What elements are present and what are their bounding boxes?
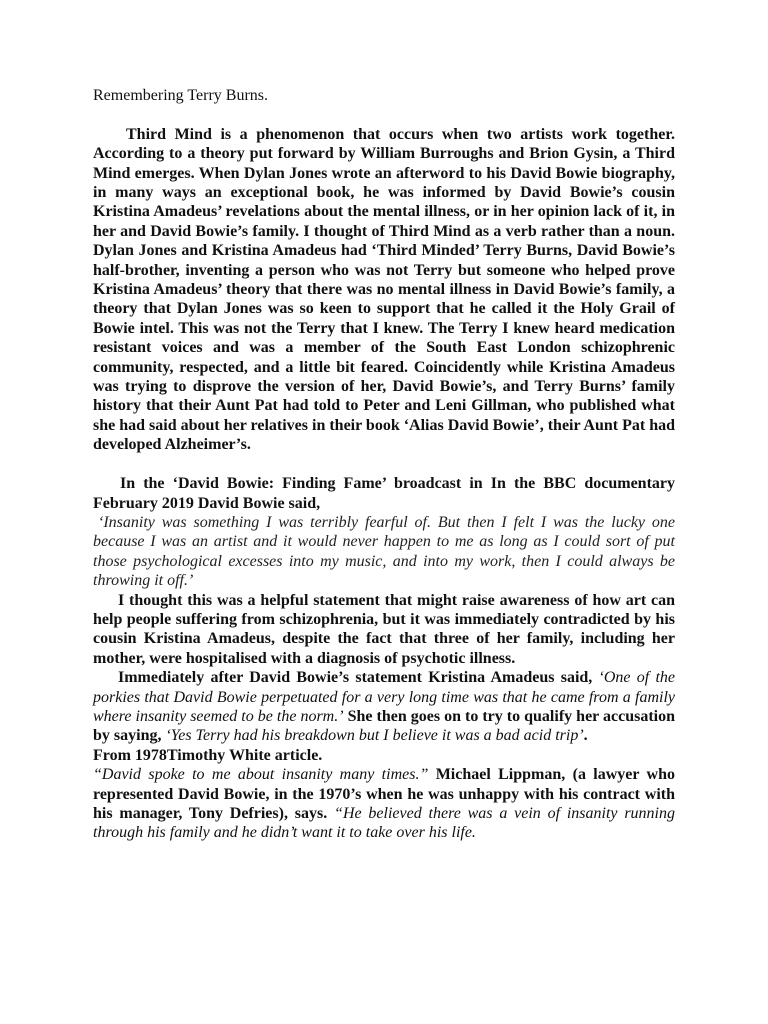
document-title: Remembering Terry Burns.	[93, 87, 268, 104]
paragraph-finding-fame: In the ‘David Bowie: Finding Fame’ broadcast in In the BBC documentary February 2019 David Bowie said,	[93, 475, 675, 512]
lippman-quote-vein: “He believed there was a vein of insanity running through his family and he didn’t want it to take over his life.	[93, 805, 675, 842]
amadeus-lead-text: Immediately after David Bowie’s statement Kristina Amadeus said,	[118, 669, 599, 687]
paragraph-helpful-statement: I thought this was a helpful statement that might raise awareness of how art can help people suffering from schizophrenia, but it was immediately contradicted by his cousin Kristina Amadeus, despite the fact that three of her family, including her mother, were hospitalised with a diagnosis of psychotic illness.	[93, 591, 675, 667]
amadeus-quote-porkies: ‘One of the porkies that David Bowie perpetuated for a very long time was that he came from a family where insanity seemed to be the norm.’	[93, 669, 675, 725]
paragraph-third-mind: Third Mind is a phenomenon that occurs when two artists work together. According to a theory put forward by William Burroughs and Brion Gysin, a Third Mind emerges. When Dylan Jones wrote an afterword to his David Bowie biography, in many ways an exceptional book, he was informed by David Bowie’s cousin Kristina Amadeus’ revelations about the mental illness, or in her opinion lack of it, in her and David Bowie’s family. I thought of Third Mind as a verb rather than a noun. Dylan Jones and Kristina Amadeus had ‘Third Minded’ Terry Burns, David Bowie’s half-brother, inventing a person who was not Terry but someone who helped prove Kristina Amadeus’ theory that there was no mental illness in David Bowie’s family, a theory that Dylan Jones was so keen to support that he called it the Holy Grail of Bowie intel. This was not the Terry that I knew. The Terry I knew heard medication resistant voices and was a member of the South East London schizophrenic community, respected, and a little bit feared. Coincidently while Kristina Amadeus was trying to disprove the version of her, David Bowie’s, and Terry Burns’ family history that their Aunt Pat had told to Peter and Leni Gillman, who published what she had said about her relatives in their book ‘Alias David Bowie’, their Aunt Pat had developed Alzheimer’s.	[93, 125, 675, 454]
bowie-quote: ‘Insanity was something I was terribly fearful of. But then I felt I was the lucky one because I was an artist and it would never happen to me as long as I could sort of put those psychological excesses into my music, and into my work, then I could always be throwing it off.’	[93, 513, 675, 590]
paragraph-amadeus-statement	[93, 668, 675, 746]
lippman-middle-text: Michael Lippman, (a lawyer who represented David Bowie, in the 1970’s when he was unhappy with his contract with his manager, Tony Defries), says.	[93, 766, 675, 822]
amadeus-middle-text: She then goes on to try to qualify her accusation by saying,	[93, 707, 675, 745]
amadeus-quote-acid-trip: ‘Yes Terry had his breakdown but I believe it was a bad acid trip’	[165, 727, 584, 745]
lippman-quote-insanity: “David spoke to me about insanity many times.”	[93, 766, 429, 784]
paragraph-lippman	[93, 765, 675, 843]
source-line: From 1978Timothy White article.	[93, 746, 323, 764]
amadeus-end-text: .	[583, 727, 588, 745]
document-page	[93, 86, 675, 843]
